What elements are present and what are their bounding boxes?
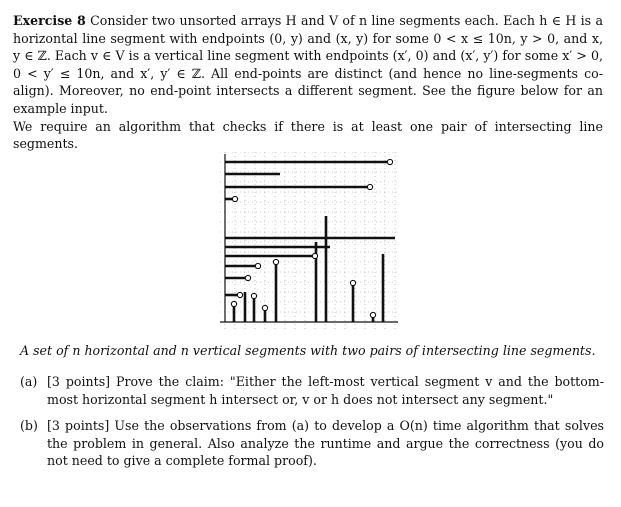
figure-caption: A set of n horizontal and n vertical segments with two pairs of intersecting line segments. <box>20 343 596 358</box>
segments-figure <box>220 152 400 330</box>
intro-line-3: x, y ∈ ℤ. Each v ∈ V is a vertical line segment with endpoints (x′, 0) and (x′, y′) for some <box>13 30 603 64</box>
exercise-block <box>13 12 603 153</box>
part-a-text: Prove the claim: "Either the left-most vertical segment v and the bottom-most horizontal segment h intersect or, v or h does not intersect any segment." <box>47 374 605 407</box>
part-a-label: (a) <box>20 374 38 389</box>
exercise-parts <box>20 373 604 479</box>
intro-line-1: Consider two unsorted arrays H and V of n line segments each. Each h ∈ H is <box>90 13 592 28</box>
part-a-points: [3 points] <box>47 374 111 389</box>
horizontal-segments <box>225 162 395 295</box>
part-b-points: [3 points] <box>47 418 110 434</box>
part-b <box>20 417 604 470</box>
exercise-label: Exercise 8 <box>13 13 86 28</box>
intro-line-2: a horizontal line segment with endpoints (0, y) and (x, y) for some 0 < x ≤ 10n, y > 0, and <box>13 13 603 46</box>
intro-line-5: co-align). Moreover, no end-point intersects a different segment. See the figure below for an <box>13 65 603 99</box>
part-b-text: Use the observations from (a) to develop a O(n) time algorithm that solves the problem in general. Also analyze the runtime and argue the correctness (you do not need to give a complete formal proof). <box>47 418 604 469</box>
part-a <box>20 373 604 408</box>
intro-line-4: x′ > 0, 0 < y′ ≤ 10n, and x′, y′ ∈ ℤ. All end-points are distinct (and hence no line-segments <box>13 48 603 81</box>
requirement-text: We require an algorithm that checks if there is at least one pair of intersecting line segments. <box>13 118 603 152</box>
exercise-intro <box>13 12 603 118</box>
part-b-label: (b) <box>20 418 38 434</box>
grid-background <box>220 152 400 330</box>
intro-line-6: example input. <box>13 100 108 116</box>
